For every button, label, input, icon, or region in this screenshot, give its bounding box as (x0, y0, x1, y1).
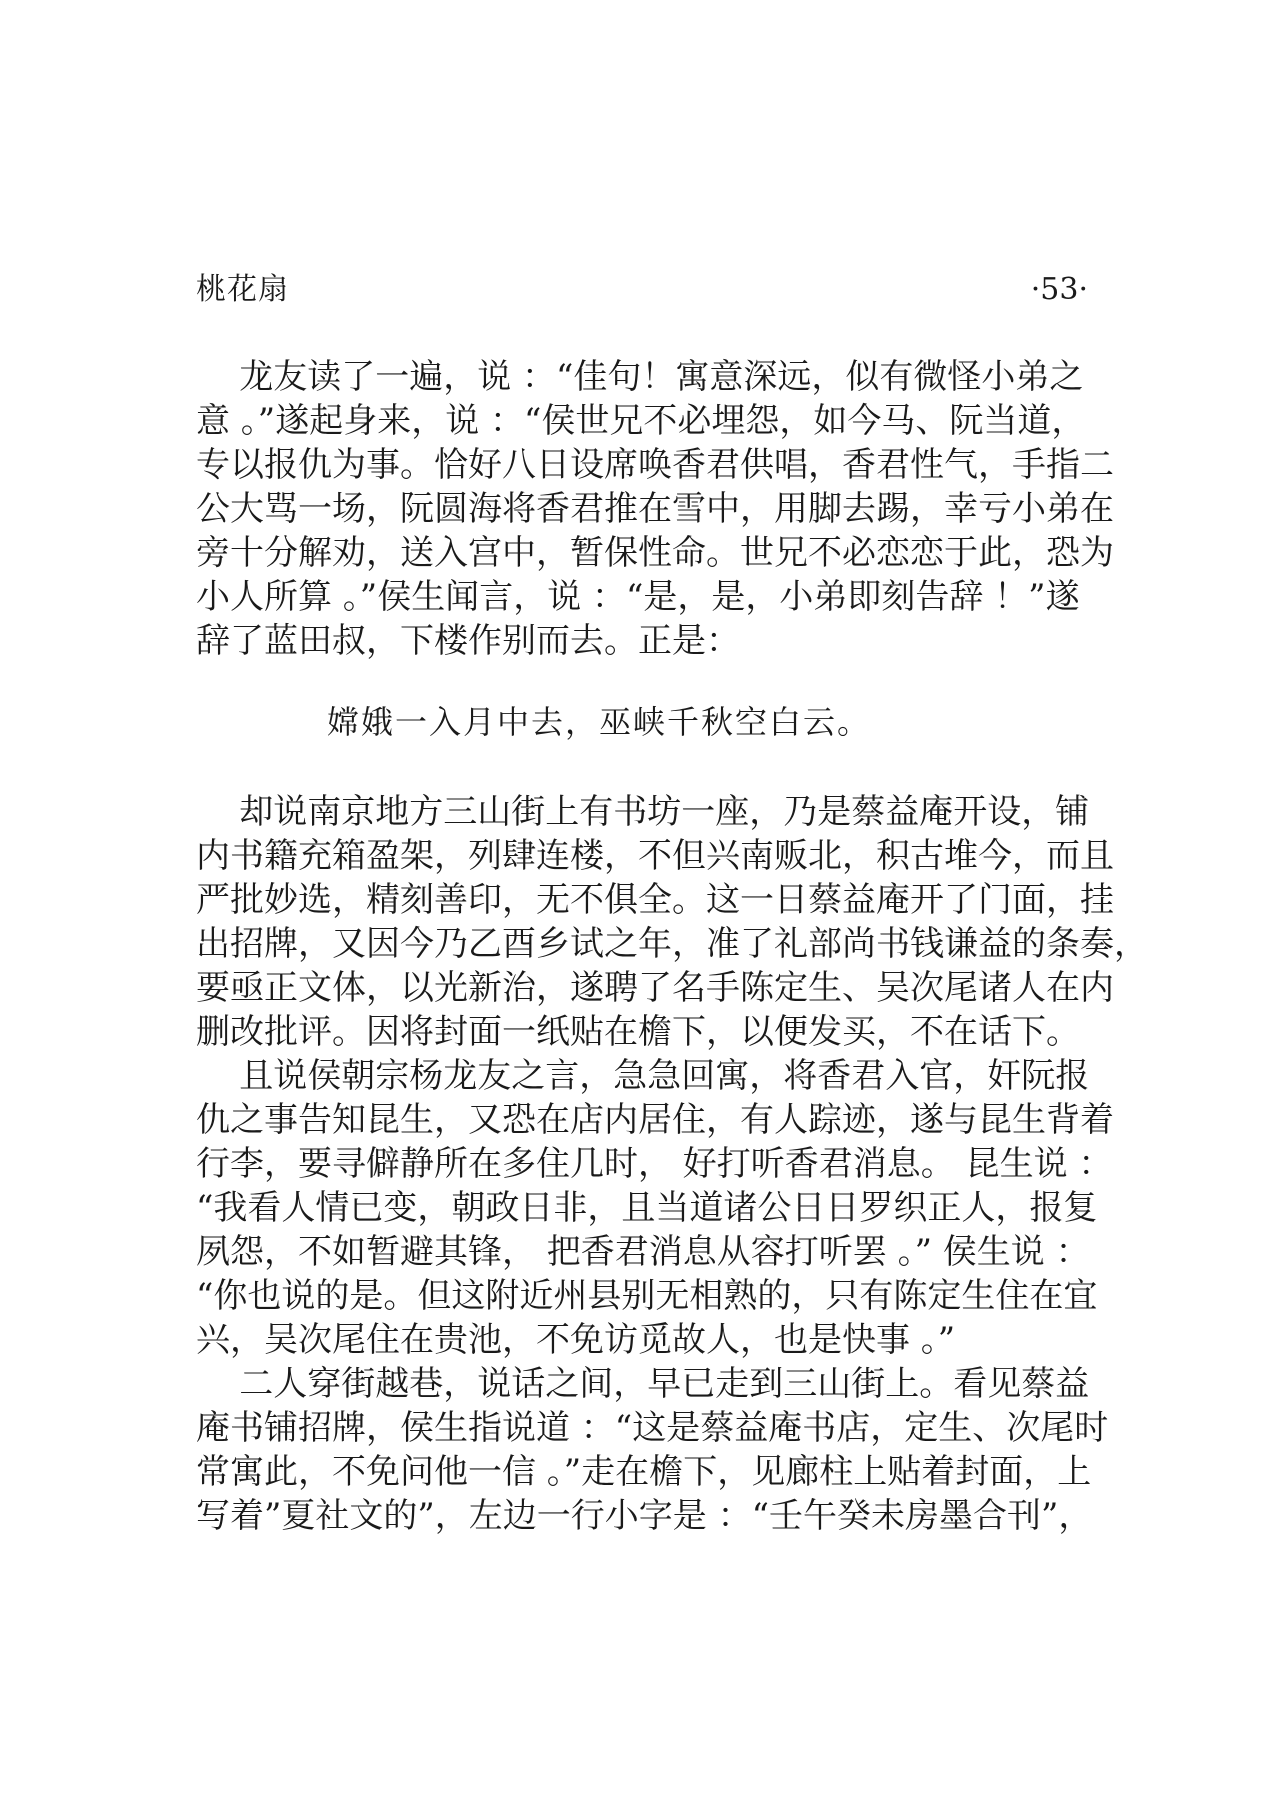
text-line: 要亟正文体，以光新治，遂聘了名手陈定生、吴次尾诸人在内 (196, 968, 1114, 1008)
text-line: “你也说的是。但这附近州县别无相熟的，只有陈定生住在宜 (196, 1276, 1098, 1316)
text-block-bottom (196, 790, 1148, 1538)
text-line: 兴，吴次尾住在贵池，不免访觅故人，也是快事 。” (196, 1320, 956, 1360)
text-line: 严批妙选，精刻善印，无不俱全。这一日蔡益庵开了门面，挂 (196, 880, 1114, 920)
text-line: 小人所算 。”侯生闻言，说 ：“是，是，小弟即刻告辞 ！”遂 (196, 577, 1080, 617)
text-block-top (196, 355, 1114, 663)
text-line: 仇之事告知昆生，又恐在店内居住，有人踪迹，遂与昆生背着 (196, 1100, 1114, 1140)
text-line: 二人穿街越巷，说话之间，早已走到三山街上。看见蔡益 (196, 1364, 1090, 1404)
text-line: 公大骂一场，阮圆海将香君推在雪中，用脚去踢，幸亏小弟在 (196, 489, 1114, 529)
text-line: 内书籍充箱盈架，列肆连楼，不但兴南贩北，积古堆今，而且 (196, 836, 1114, 876)
text-line: 却说南京地方三山街上有书坊一座，乃是蔡益庵开设，铺 (196, 792, 1090, 832)
text-line: 且说侯朝宗杨龙友之言，急急回寓，将香君入官，奸阮报 (196, 1056, 1090, 1096)
text-line: 龙友读了一遍，说 ：“佳句！寓意深远，似有微怪小弟之 (196, 357, 1084, 397)
text-line: 夙怨，不如暂避其锋， 把香君消息从容打听罢 。” 侯生说 ： (196, 1232, 1090, 1272)
poem-couplet: 嫦娥一入月中去，巫峡千秋空白云。 (327, 703, 872, 741)
text-line: 删改批评。因将封面一纸贴在檐下，以便发买，不在话下。 (196, 1012, 1080, 1052)
text-line: 常寓此，不免问他一信 。”走在檐下，见廊柱上贴着封面，上 (196, 1452, 1092, 1492)
text-line: 行李，要寻僻静所在多住几时， 好打听香君消息。 昆生说 ： (196, 1144, 1113, 1184)
text-line: 庵书铺招牌，侯生指说道 ：“这是蔡益庵书店，定生、次尾时 (196, 1408, 1109, 1448)
text-line: 专以报仇为事。恰好八日设席唤香君供唱，香君性气，手指二 (196, 445, 1114, 485)
text-line: 出招牌，又因今乃乙酉乡试之年，准了礼部尚书钱谦益的条奏， (196, 924, 1148, 964)
text-line: “我看人情已变，朝政日非，且当道诸公日日罗织正人，报复 (196, 1188, 1098, 1228)
running-title: 桃花扇 (196, 272, 289, 307)
text-line: 写着”夏社文的”，左边一行小字是 ：“壬午癸未房墨合刊”， (196, 1496, 1093, 1536)
text-line: 辞了蓝田叔，下楼作别而去。正是： (196, 621, 740, 661)
text-line: 意 。”遂起身来，说 ：“侯世兄不必埋怨，如今马、阮当道， (196, 401, 1086, 441)
text-line: 旁十分解劝，送入宫中，暂保性命。世兄不必恋恋于此，恐为 (196, 533, 1114, 573)
page-number: ·53· (1030, 272, 1088, 307)
